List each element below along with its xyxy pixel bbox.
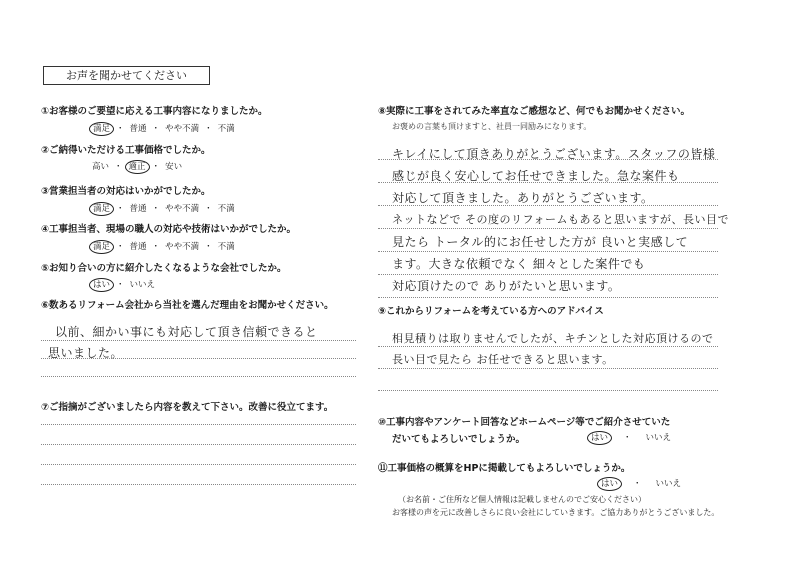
answer-8-line-4: ネットなどで その度のリフォームもあると思いますが、長い目で	[392, 213, 729, 226]
question-4: ④工事担当者、現場の職人の対応や技術はいかがでしたか。	[41, 224, 297, 235]
option-normal: 普通	[129, 204, 147, 214]
question-4-options: 満足 ・ 普通 ・ やや不満 ・ 不満	[92, 240, 235, 252]
option-satisfied-selected: 満足	[89, 122, 114, 136]
question-7: ⑦ご指摘がございましたら内容を教えて下さい。改善に役立てます。	[41, 402, 334, 413]
answer-6-line-2: 思いました。	[48, 346, 124, 360]
question-5: ⑤お知り合いの方に紹介したくなるような会社でしたか。	[41, 263, 287, 274]
option-yes-selected: はい	[89, 278, 114, 292]
question-10: ⑩工事内容やアンケート回答などホームページ等でご紹介させていた	[378, 417, 671, 428]
option-normal: 普通	[129, 124, 147, 134]
answer-8-line-1: キレイにして頂きありがとうございます。スタッフの皆様	[392, 147, 716, 161]
answer-8-line-2: 感じが良く安心してお任せできました。急な案件も	[392, 169, 680, 183]
option-cheap: 安い	[165, 162, 183, 172]
question-2: ②ご納得いただける工事価格でしたか。	[41, 145, 211, 156]
thanks-note: お客様の声を元に改善しさらに良い会社にしていきます。ご協力ありがとうございました。	[392, 508, 720, 517]
option-no: いいえ	[645, 433, 672, 443]
question-6: ⑥数あるリフォーム会社から当社を選んだ理由をお聞かせください。	[41, 300, 334, 311]
option-normal: 普通	[129, 242, 147, 252]
option-yes-selected: はい	[587, 431, 612, 445]
answer-line	[41, 376, 356, 377]
option-dissatisfied: 不満	[217, 124, 235, 134]
answer-line	[41, 340, 356, 341]
question-10-options: はい ・ いいえ	[590, 431, 671, 443]
question-9: ⑨これからリフォームを考えている方へのアドバイス	[378, 306, 604, 317]
option-no: いいえ	[655, 479, 682, 489]
question-3-options: 満足 ・ 普通 ・ やや不満 ・ 不満	[92, 202, 235, 214]
option-dissatisfied: 不満	[217, 204, 235, 214]
answer-line	[378, 368, 718, 369]
question-1: ①お客様のご要望に応える工事内容になりましたか。	[41, 106, 268, 117]
option-dissatisfied: 不満	[217, 242, 235, 252]
answer-8-line-6: ます。大きな依頼でなく 細々とした案件でも	[392, 257, 646, 271]
question-2-options: 高い ・ 適正 ・ 安い	[92, 162, 183, 172]
answer-line	[41, 444, 356, 445]
option-appropriate-selected: 適正	[125, 160, 150, 174]
option-no: いいえ	[129, 280, 156, 290]
answer-8-line-7: 対応頂けたので ありがたいと思います。	[392, 279, 621, 293]
answer-line	[41, 424, 356, 425]
question-8: ⑧実際に工事をされてみた率直なご感想など、何でもお聞かせください。	[378, 106, 691, 117]
question-8-note: お褒めの言葉も頂けますと、社員一同励みになります。	[392, 122, 592, 131]
answer-line	[41, 484, 356, 485]
answer-line	[378, 228, 718, 229]
answer-line	[378, 297, 718, 298]
answer-8-line-5: 見たら トータル的にお任せした方が 良いと実感して	[392, 235, 689, 249]
question-1-options: 満足 ・ 普通 ・ やや不満 ・ 不満	[92, 122, 235, 134]
survey-title: お声を聞かせてください	[43, 66, 210, 85]
option-somewhat-dissatisfied: やや不満	[165, 242, 200, 252]
option-yes-selected: はい	[597, 477, 622, 491]
answer-line	[378, 251, 718, 252]
option-satisfied-selected: 満足	[89, 240, 114, 254]
privacy-note: （お名前・ご住所など個人情報は記載しませんのでご安心ください）	[398, 495, 646, 504]
option-satisfied-selected: 満足	[89, 202, 114, 216]
answer-8-line-3: 対応して頂きました。ありがとうございます。	[392, 191, 654, 205]
question-11: ⑪工事価格の概算をHPに掲載してもよろしいでしょうか。	[378, 463, 631, 474]
answer-6-line-1: 以前、細かい事にも対応して頂き信頼できると	[55, 325, 318, 339]
answer-9-line-2: 長い目で見たら お任せできると思います。	[392, 353, 614, 366]
option-expensive: 高い	[92, 162, 110, 172]
question-11-options: はい ・ いいえ	[600, 477, 681, 489]
question-5-options: はい ・ いいえ	[92, 278, 155, 290]
answer-line	[41, 464, 356, 465]
option-somewhat-dissatisfied: やや不満	[165, 204, 200, 214]
answer-9-line-1: 相見積りは取りませんでしたが、キチンとした対応頂けるので	[392, 332, 714, 345]
option-somewhat-dissatisfied: やや不満	[165, 124, 200, 134]
question-10-cont: だいてもよろしいでしょうか。	[392, 434, 526, 445]
question-3: ③営業担当者の対応はいかがでしたか。	[41, 186, 211, 197]
answer-line	[378, 346, 718, 347]
answer-line	[378, 390, 718, 391]
answer-line	[378, 274, 718, 275]
